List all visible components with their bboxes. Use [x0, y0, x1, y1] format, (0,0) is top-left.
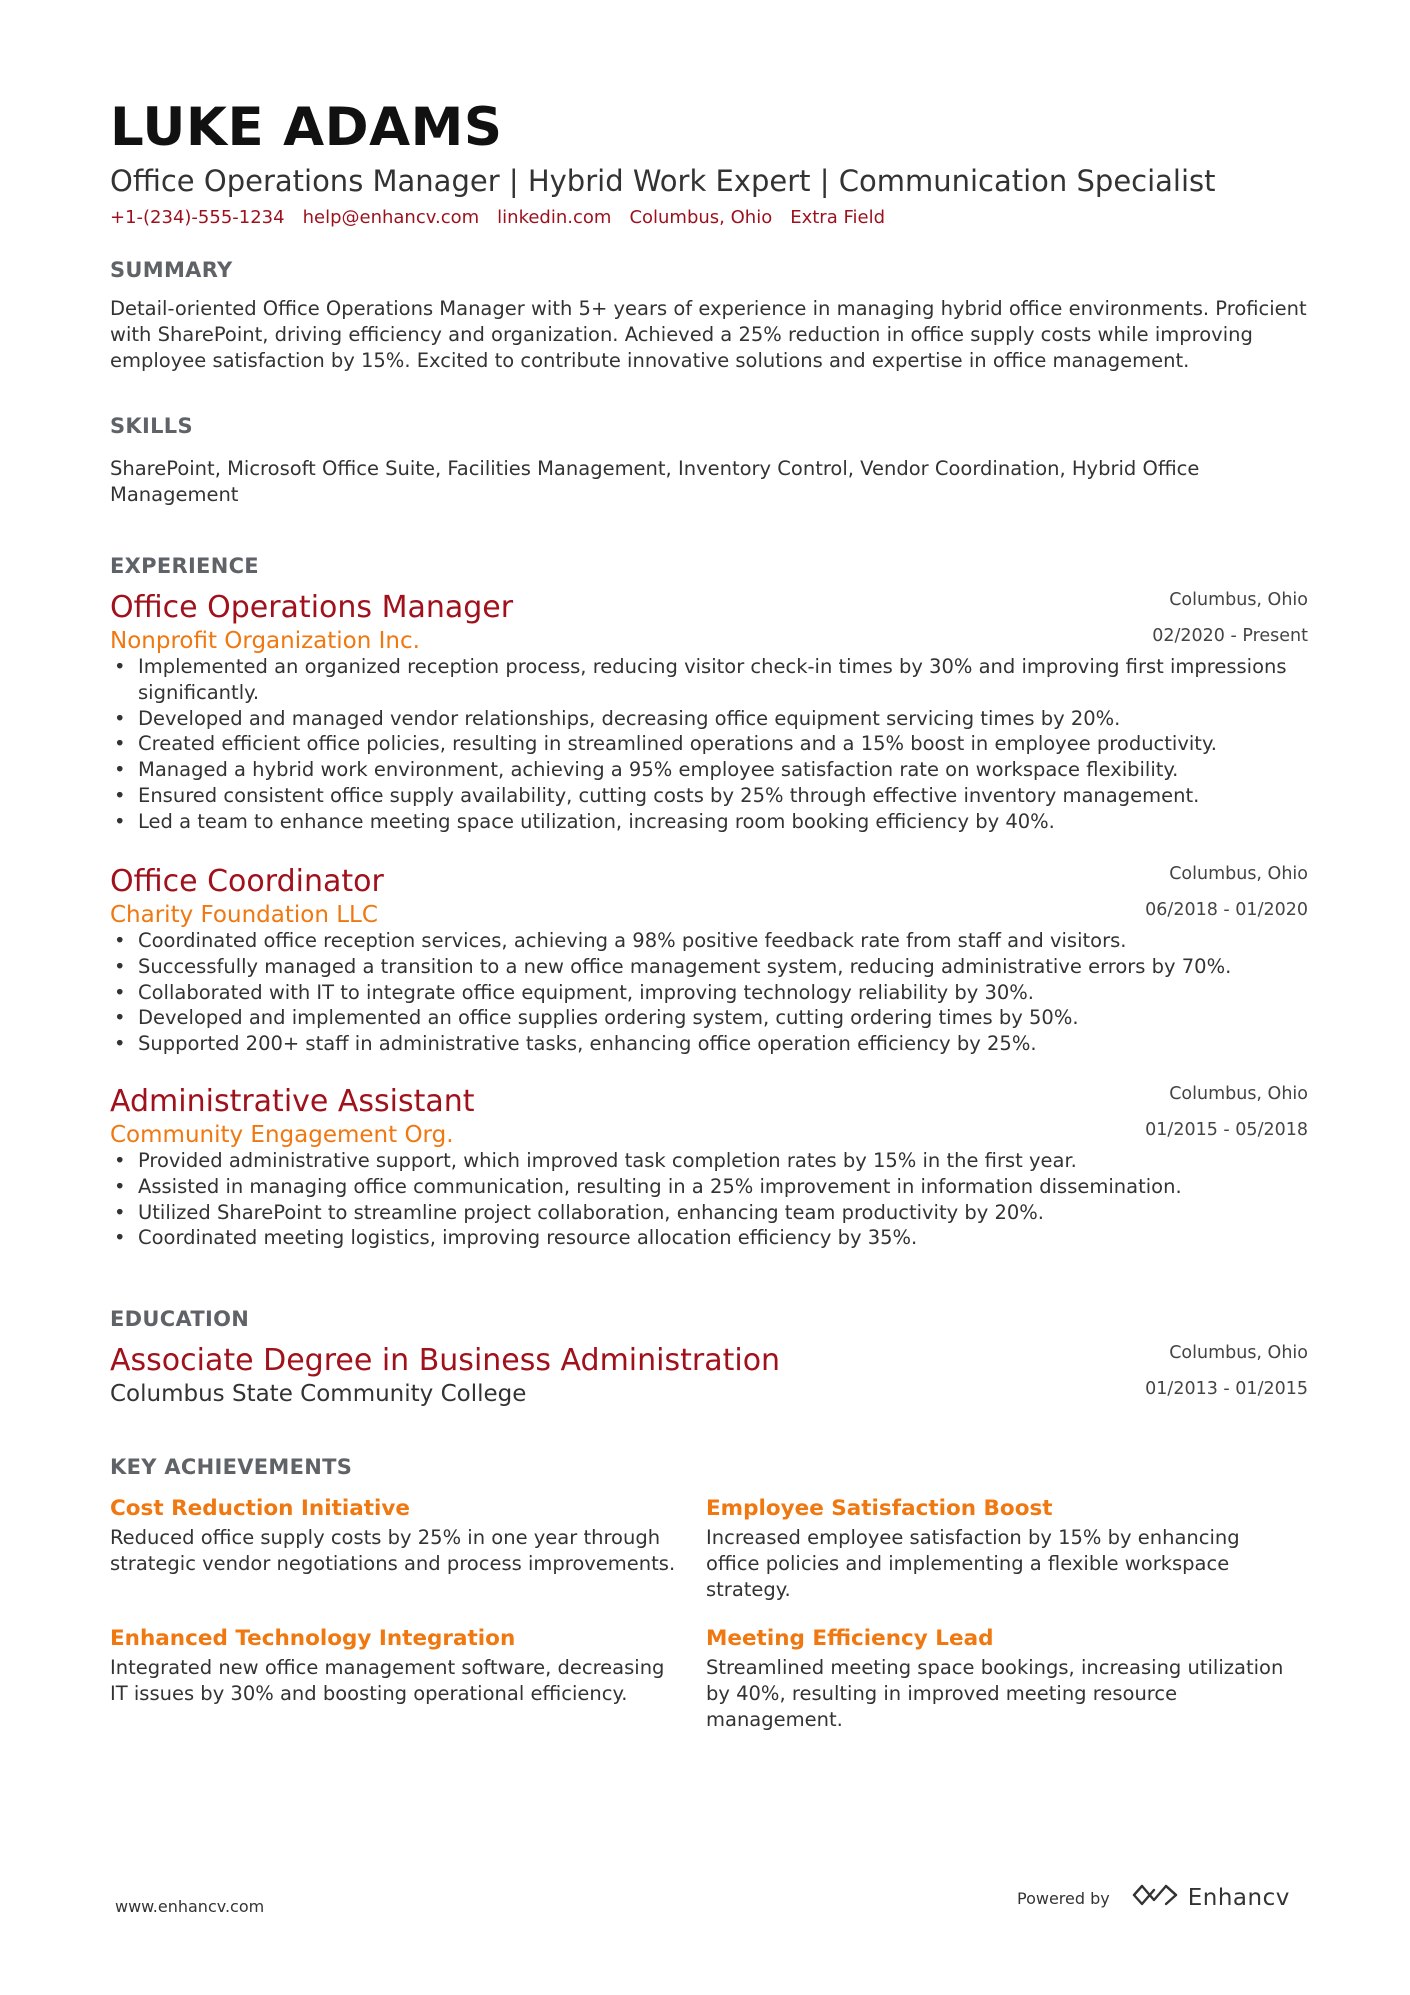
job-bullets	[110, 654, 1308, 835]
achievement-desc: Reduced office supply costs by 25% in one year through strategic vendor negotiations and process improvements.	[110, 1526, 676, 1575]
achievement-item	[706, 1623, 1308, 1733]
education-degree: Associate Degree in Business Administration	[110, 1343, 781, 1378]
education-dates: 01/2013 - 01/2015	[1145, 1379, 1308, 1399]
job-entry	[110, 1082, 1308, 1251]
experience-section	[110, 552, 1308, 580]
job-bullet: • Successfully managed a transition to a new office management system, reducing administrative errors by 70%.	[110, 954, 1308, 980]
achievement-item	[706, 1493, 1308, 1603]
achievements-section	[110, 1453, 1308, 1733]
job-bullet: • Ensured consistent office supply availability, cutting costs by 25% through effective inventory management.	[110, 783, 1308, 809]
contact-linkedin[interactable]: linkedin.com	[497, 207, 612, 228]
footer-website[interactable]: www.enhancv.com	[115, 1897, 265, 1916]
job-entry	[110, 862, 1308, 1057]
job-company: Nonprofit Organization Inc.	[110, 628, 420, 654]
brand-link[interactable]	[1132, 1882, 1290, 1914]
job-bullets	[110, 928, 1308, 1057]
summary-title: SUMMARY	[110, 258, 233, 282]
experience-title: EXPERIENCE	[110, 554, 259, 578]
contact-location: Columbus, Ohio	[629, 207, 773, 228]
brand-name: Enhancv	[1187, 1885, 1290, 1911]
job-dates: 02/2020 - Present	[1152, 626, 1308, 646]
job-bullet: • Created efficient office policies, resulting in streamlined operations and a 15% boost in employee productivity.	[110, 731, 1308, 757]
powered-by-label: Powered by	[1017, 1888, 1110, 1908]
education-school: Columbus State Community College	[110, 1381, 527, 1407]
job-dates: 01/2015 - 05/2018	[1145, 1120, 1308, 1140]
job-dates: 06/2018 - 01/2020	[1145, 900, 1308, 920]
education-header	[110, 1341, 1308, 1407]
job-bullet: • Coordinated office reception services, achieving a 98% positive feedback rate from staff and visitors.	[110, 928, 1308, 954]
job-title: Administrative Assistant	[110, 1084, 475, 1119]
education-entry	[110, 1341, 1308, 1407]
skills-text: SharePoint, Microsoft Office Suite, Facilities Management, Inventory Control, Vendor Coordination, Hybrid Office Management	[110, 457, 1200, 506]
job-title: Office Operations Manager	[110, 590, 514, 625]
job-location: Columbus, Ohio	[1169, 864, 1308, 884]
job-header	[110, 1082, 1308, 1148]
job-bullet: • Managed a hybrid work environment, achieving a 95% employee satisfaction rate on workspace flexibility.	[110, 757, 1308, 783]
education-title: EDUCATION	[110, 1307, 250, 1331]
job-header	[110, 588, 1308, 654]
achievement-title: Enhanced Technology Integration	[110, 1626, 516, 1651]
enhancv-logo-icon	[1132, 1882, 1178, 1914]
job-company: Charity Foundation LLC	[110, 902, 378, 928]
job-header	[110, 862, 1308, 928]
candidate-name: LUKE ADAMS	[110, 97, 503, 158]
job-bullet: • Assisted in managing office communication, resulting in a 25% improvement in information dissemination.	[110, 1174, 1308, 1200]
job-title: Office Coordinator	[110, 864, 384, 899]
job-bullet: • Coordinated meeting logistics, improving resource allocation efficiency by 35%.	[110, 1225, 1308, 1251]
achievement-title: Meeting Efficiency Lead	[706, 1626, 994, 1651]
summary-section	[110, 256, 1308, 374]
job-bullet: • Collaborated with IT to integrate office equipment, improving technology reliability by 30%.	[110, 980, 1308, 1006]
job-bullet: • Utilized SharePoint to streamline project collaboration, enhancing team productivity by 20%.	[110, 1200, 1308, 1226]
job-location: Columbus, Ohio	[1169, 590, 1308, 610]
candidate-headline: Office Operations Manager | Hybrid Work Expert | Communication Specialist	[110, 164, 1216, 198]
achievement-item	[110, 1623, 706, 1733]
contact-phone[interactable]: +1-(234)-555-1234	[110, 207, 285, 228]
achievement-title: Employee Satisfaction Boost	[706, 1496, 1053, 1521]
job-bullet: • Provided administrative support, which improved task completion rates by 15% in the first year.	[110, 1148, 1308, 1174]
job-bullet: • Developed and managed vendor relationships, decreasing office equipment servicing times by 20%.	[110, 706, 1308, 732]
achievement-item	[110, 1493, 706, 1603]
job-company: Community Engagement Org.	[110, 1122, 454, 1148]
job-bullets	[110, 1148, 1308, 1251]
summary-text: Detail-oriented Office Operations Manager with 5+ years of experience in managing hybrid office environments. Proficient with SharePoint, driving efficiency and organization. Achieved a 25% reduction in office supply costs while improving employee satisfaction by 15%. Excited to contribute innovative solutions and expertise in office management.	[110, 297, 1307, 372]
education-section	[110, 1305, 1308, 1333]
skills-section	[110, 412, 1308, 508]
skills-title: SKILLS	[110, 414, 193, 438]
education-location: Columbus, Ohio	[1169, 1343, 1308, 1363]
resume-header	[110, 96, 1308, 230]
achievement-desc: Increased employee satisfaction by 15% by enhancing office policies and implementing a flexible workspace strategy.	[706, 1526, 1240, 1601]
contact-row	[110, 206, 1308, 230]
job-bullet: • Developed and implemented an office supplies ordering system, cutting ordering times by 50%.	[110, 1005, 1308, 1031]
contact-email[interactable]: help@enhancv.com	[302, 207, 480, 228]
job-location: Columbus, Ohio	[1169, 1084, 1308, 1104]
contact-extra: Extra Field	[790, 207, 885, 228]
job-bullet: • Implemented an organized reception process, reducing visitor check-in times by 30% and improving first impressions significantly.	[110, 654, 1308, 706]
footer-branding	[1017, 1882, 1290, 1914]
achievements-title: KEY ACHIEVEMENTS	[110, 1455, 353, 1479]
achievement-desc: Integrated new office management software, decreasing IT issues by 30% and boosting operational efficiency.	[110, 1656, 665, 1705]
achievements-grid	[110, 1493, 1308, 1733]
job-bullet: • Supported 200+ staff in administrative tasks, enhancing office operation efficiency by 25%.	[110, 1031, 1308, 1057]
achievement-title: Cost Reduction Initiative	[110, 1496, 410, 1521]
job-entry	[110, 588, 1308, 835]
job-bullet: • Led a team to enhance meeting space utilization, increasing room booking efficiency by 40%.	[110, 809, 1308, 835]
achievement-desc: Streamlined meeting space bookings, increasing utilization by 40%, resulting in improved meeting resource management.	[706, 1656, 1284, 1731]
